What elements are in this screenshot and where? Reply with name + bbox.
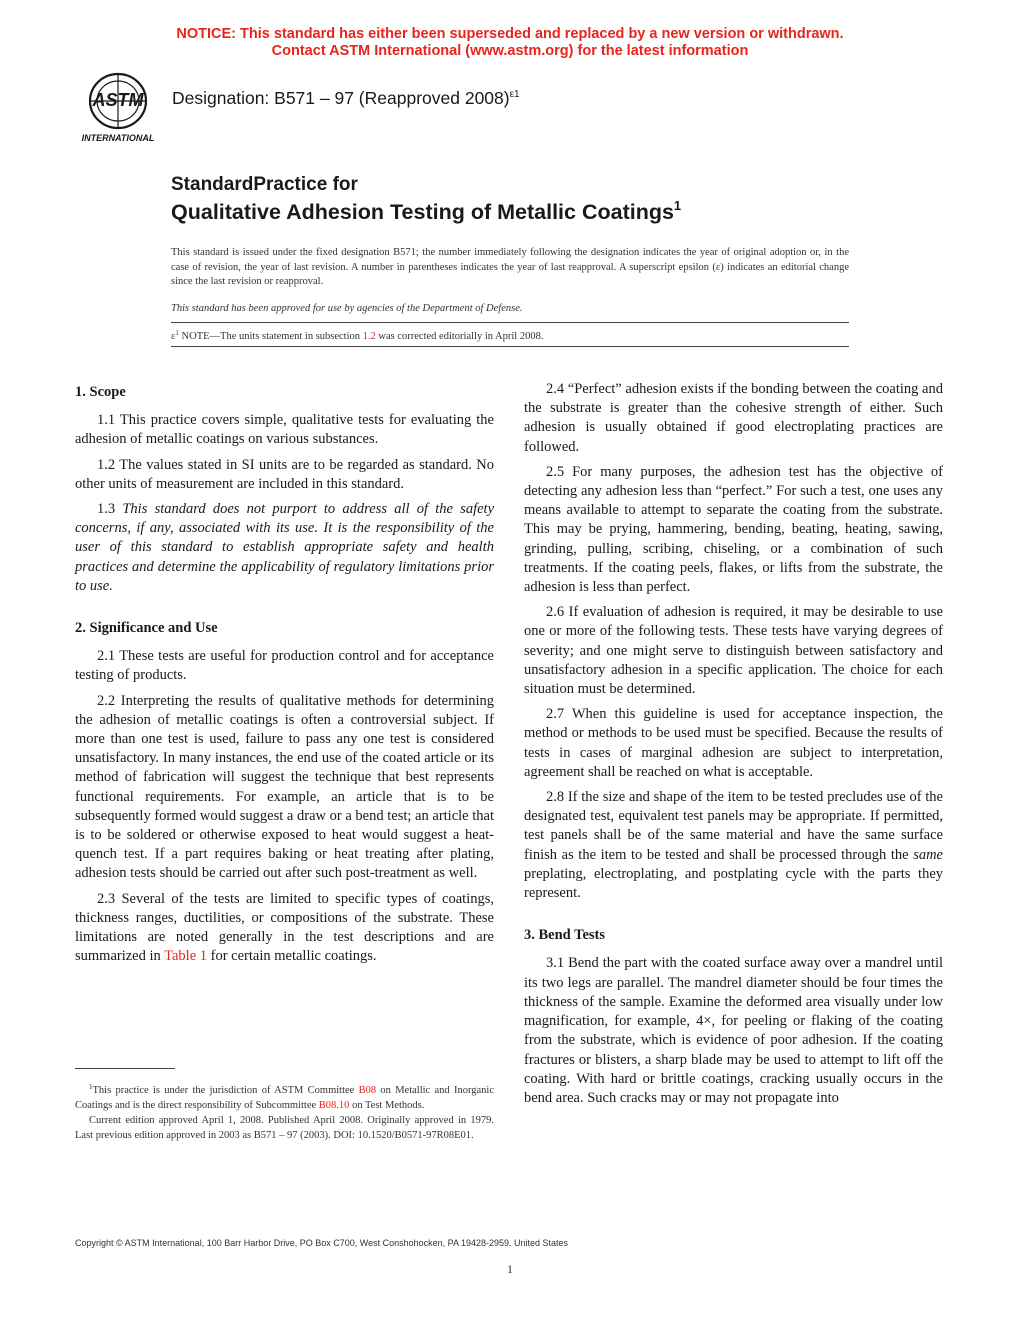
copyright-line: Copyright © ASTM International, 100 Barr Harbor Drive, PO Box C700, West Conshohocken, PA 19428-2959. United States: [75, 1238, 569, 1248]
footnote-divider: [75, 1068, 175, 1069]
logo-text: ASTM: [92, 90, 144, 110]
notice-banner: [0, 26, 1020, 60]
paragraph-1-2: 1.2 The values stated in SI units are to be regarded as standard. No other units of measurement are included in this standard.: [75, 456, 494, 492]
subsection-1-2-link[interactable]: 1.2: [362, 331, 376, 342]
table-1-link[interactable]: Table 1: [164, 948, 208, 965]
dod-approval-statement: This standard has been approved for use by agencies of the Department of Defense.: [171, 303, 523, 314]
designation: [172, 88, 520, 109]
paragraph-2-2: 2.2 Interpreting the results of qualitative methods for determining the adhesion of metallic coatings is often a controversial subject. If more than one test is used, failure to pass any one test is considered unsatisfactory. In many instances, the end use of the coated article or its method of fabrication will suggest the technique that best represents functional requirements. For example, an article that is to be subsequently formed would suggest a draw or a bend test; an article that is to be soldered or otherwise exposed to heat would suggest a heat-quench test. If a part requires baking or heat treating after plating, adhesion tests should be carried out after such post-treatment as well.: [75, 692, 494, 882]
paragraph-2-7: 2.7 When this guideline is used for acceptance inspection, the method or methods to be used must be specified. Because the results of tests in cases of marginal adhesion are subject to interpretation, agreement shall be reached on what is acceptable.: [524, 706, 943, 780]
notice-line-1: NOTICE: This standard has either been superseded and replaced by a new version or withdrawn.: [176, 26, 844, 42]
paragraph-2-4: 2.4 “Perfect” adhesion exists if the bonding between the coating and the substrate is greater than the cohesive strength of either. Such adhesion is usually obtained if good electroplating practices are followed.: [524, 381, 943, 455]
paragraph-2-3-pre: 2.3 Several of the tests are limited to specific types of coatings, thickness ranges, ductilities, or compositions of the substrate. These limitations are noted generally in the test descriptions and are summarized in: [75, 890, 494, 965]
footnote-text-a: This practice is under the jurisdiction of ASTM Committee: [92, 1085, 359, 1096]
paragraph-2-8-emphasis: same: [913, 846, 943, 863]
notice-line-2: Contact ASTM International (www.astm.org) for the latest information: [271, 43, 749, 59]
paragraph-2-8: [524, 788, 943, 903]
committee-b08-link[interactable]: B08: [358, 1085, 377, 1096]
right-column: [524, 380, 943, 1114]
note-text-pre: NOTE—The units statement in subsection: [178, 331, 363, 342]
note-epsilon-sup: 1: [175, 329, 179, 337]
paragraph-2-3: [75, 890, 494, 967]
paragraph-2-6: 2.6 If evaluation of adhesion is required, it may be desirable to use one or more of the following tests. These tests have varying degrees of severity; and one might serve to distinguish between satisfactory and unsatisfactory adhesion in a specific application. The choice for each situation must be determined.: [524, 604, 943, 698]
footnote-marker: 1: [89, 1083, 93, 1091]
note-text-post: was corrected editorially in April 2008.: [375, 331, 544, 342]
section-2-heading: 2. Significance and Use: [75, 620, 218, 637]
paragraph-3-1: 3.1 Bend the part with the coated surface away over a mandrel until its two legs are parallel. The mandrel diameter should be four times the thickness of the sample. Examine the deformed area visually under low magnification, for example, 4×, for peeling or flaking of the coating from the substrate, which is evidence of poor adhesion. If the coating fractures or blisters, a sharp blade may be used to attempt to lift off the coating. With hard or brittle coatings, cracking usually occurs in the bend area. Such cracks may or may not propagate into: [524, 955, 943, 1106]
designation-text: Designation: B571 – 97 (Reapproved 2008): [172, 88, 510, 108]
paragraph-2-5: 2.5 For many purposes, the adhesion test has the objective of detecting any adhesion less than “perfect.” For such a test, one uses any means available to attempt to separate the coating from the substrate. This may be prying, hammering, bending, beating, heating, sawing, grinding, pulling, scribing, chiseling, or a combination of such treatments. If the coating peels, flakes, or lifts from the substrate, the adhesion is less than perfect.: [524, 463, 943, 596]
footnote: [75, 1080, 494, 1143]
page-number: 1: [507, 1262, 513, 1276]
section-3-heading: 3. Bend Tests: [524, 927, 605, 944]
paragraph-1-1: 1.1 This practice covers simple, qualitative tests for evaluating the adhesion of metallic coatings on various substances.: [75, 412, 494, 448]
designation-superscript: ε1: [509, 89, 520, 100]
paragraph-2-8-post: preplating, electroplating, and postplating cycle with the parts they represent.: [524, 865, 943, 902]
divider-top: [171, 322, 849, 323]
footnote-edition: Current edition approved April 1, 2008. Published April 2008. Originally approved in 1979. Last previous edition approved in 2003 as B571 – 97 (2003). DOI: 10.1520/B0571-97R08E01.: [75, 1115, 494, 1141]
astm-logo-icon: [74, 72, 162, 144]
note-epsilon: ε: [171, 331, 176, 342]
paragraph-1-3-number: 1.3: [97, 501, 123, 518]
paragraph-1-3-text: This standard does not purport to address all of the safety concerns, if any, associated with its use. It is the responsibility of the user of this standard to establish appropriate safety and health practices and determine the applicability of regulatory limitations prior to use.: [75, 501, 494, 594]
footnote-jurisdiction: [75, 1080, 494, 1113]
title-line-2: [171, 198, 681, 225]
footnote-text-b: on Metallic and Inorganic Coatings and is the direct responsibility of Subcommittee: [75, 1085, 494, 1111]
divider-bottom: [171, 346, 849, 347]
section-1-heading: 1. Scope: [75, 384, 126, 400]
editorial-note: [171, 329, 543, 342]
title-footnote-ref: 1: [673, 198, 682, 213]
title-line-1: StandardPractice for: [171, 174, 358, 195]
paragraph-1-3: [75, 500, 494, 596]
subcommittee-b08-10-link[interactable]: B08.10: [318, 1100, 350, 1111]
title-text: Qualitative Adhesion Testing of Metallic Coatings: [171, 200, 674, 224]
left-column: [75, 380, 494, 972]
paragraph-2-1: 2.1 These tests are useful for production control and for acceptance testing of products.: [75, 648, 494, 684]
footnote-text-c: on Test Methods.: [349, 1100, 425, 1111]
paragraph-2-3-post: for certain metallic coatings.: [207, 948, 377, 965]
logo-subtitle: INTERNATIONAL: [81, 133, 155, 143]
issuance-statement: This standard is issued under the fixed designation B571; the number immediately following the designation indicates the year of original adoption or, in the case of revision, the year of last revision. A number in parentheses indicates the year of last reapproval. A superscript epsilon (ε) indicates an editorial change since the last revision or reapproval.: [171, 247, 849, 287]
paragraph-2-8-pre: 2.8 If the size and shape of the item to be tested precludes use of the designated test, equivalent test panels may be appropriate. If permitted, test panels shall be of the same material and have the same surface finish as the item to be tested and shall be processed through the: [524, 789, 943, 863]
